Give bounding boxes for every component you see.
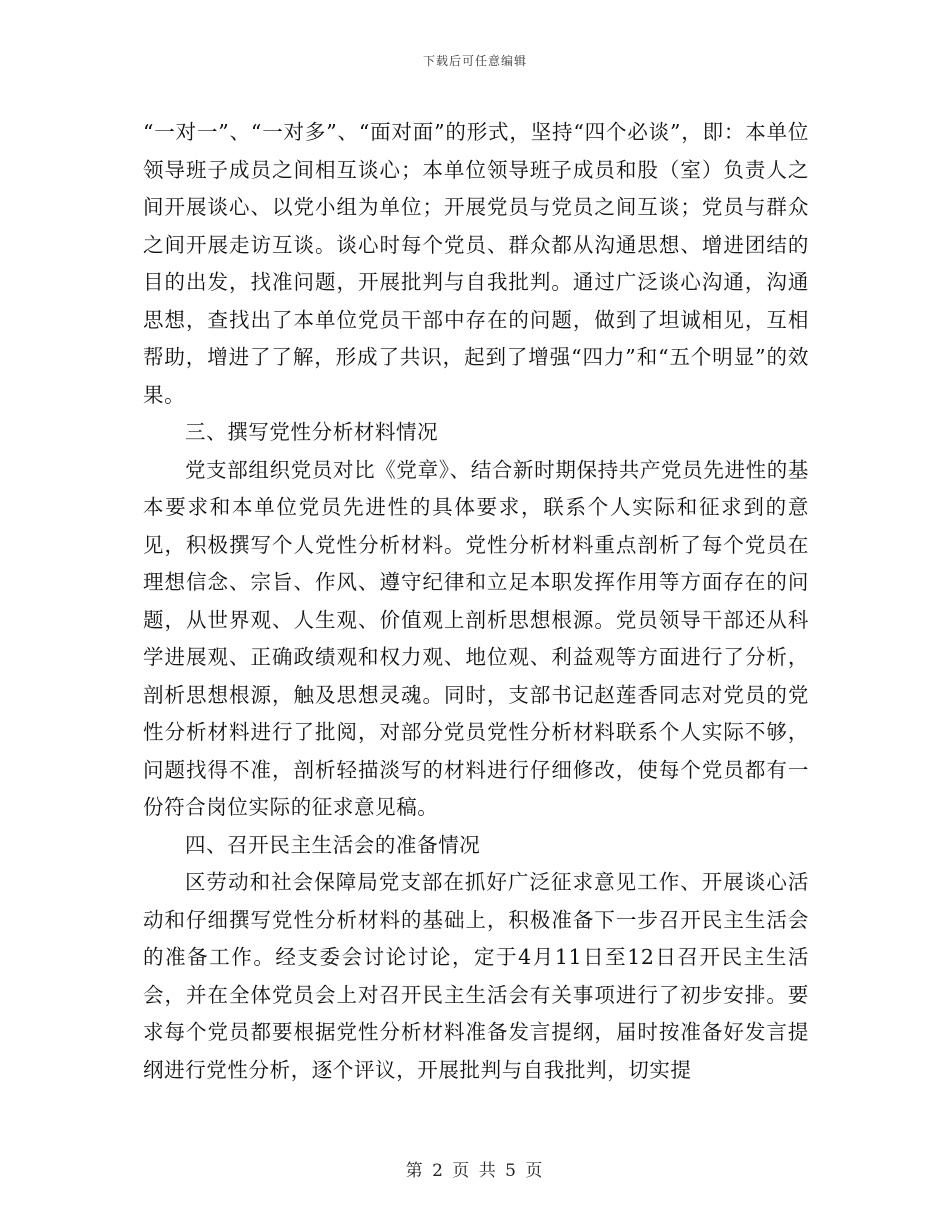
document-body xyxy=(143,114,809,1089)
section-heading-party-analysis: 三、撰写党性分析材料情况 xyxy=(185,420,439,444)
paragraph-talk-format: “一对一”、“一对多”、“面对面”的形式，坚持“四个必谈”，即：本单位领导班子成员之间相互谈心；本单位领导班子成员和股（室）负责人之间开展谈心、以党小组为单位；开展党员与党员之间互谈；党员与群众之间开展走访互谈。谈心时每个党员、群众都从沟通思想、增进团结的目的出发，找准问题，开展批判与自我批判。通过广泛谈心沟通，沟通思想，查找出了本单位党员干部中存在的问题，做到了坦诚相见，互相帮助，增进了了解，形成了共识，起到了增强“四力”和“五个明显”的效果。 xyxy=(143,120,809,407)
section-heading-meeting-preparation: 四、召开民主生活会的准备情况 xyxy=(185,832,481,857)
page-footer: 第 2 页 共 5 页 xyxy=(405,1161,545,1181)
paragraph-meeting-preparation: 区劳动和社会保障局党支部在抓好广泛征求意见工作、开展谈心活动和仔细撰写党性分析材料的基础上，积极准备下一步召开民主生活会的准备工作。经支委会讨论讨论，定于4月11日至12日召开民主生活会，并在全体党员会上对召开民主生活会有关事项进行了初步安排。要求每个党员都要根据党性分析材料准备发言提纲，届时按准备好发言提纲进行党性分析，逐个评议，开展批判与自我批判，切实提 xyxy=(143,870,809,1082)
paragraph-party-analysis: 党支部组织党员对比《党章》、结合新时期保持共产党员先进性的基本要求和本单位党员先进性的具体要求，联系个人实际和征求到的意见，积极撰写个人党性分析材料。党性分析材料重点剖析了每个党员在理想信念、宗旨、作风、遵守纪律和立足本职发挥作用等方面存在的问题，从世界观、人生观、价值观上剖析思想根源。党员领导干部还从科学进展观、正确政绩观和权力观、地位观、利益观等方面进行了分析，剖析思想根源，触及思想灵魂。同时，支部书记赵莲香同志对党员的党性分析材料进行了批阅，对部分党员党性分析材料联系个人实际不够，问题找得不准，剖析轻描淡写的材料进行仔细修改，使每个党员都有一份符合岗位实际的征求意见稿。 xyxy=(143,457,809,819)
page-header: 下载后可任意编辑 xyxy=(422,54,527,68)
